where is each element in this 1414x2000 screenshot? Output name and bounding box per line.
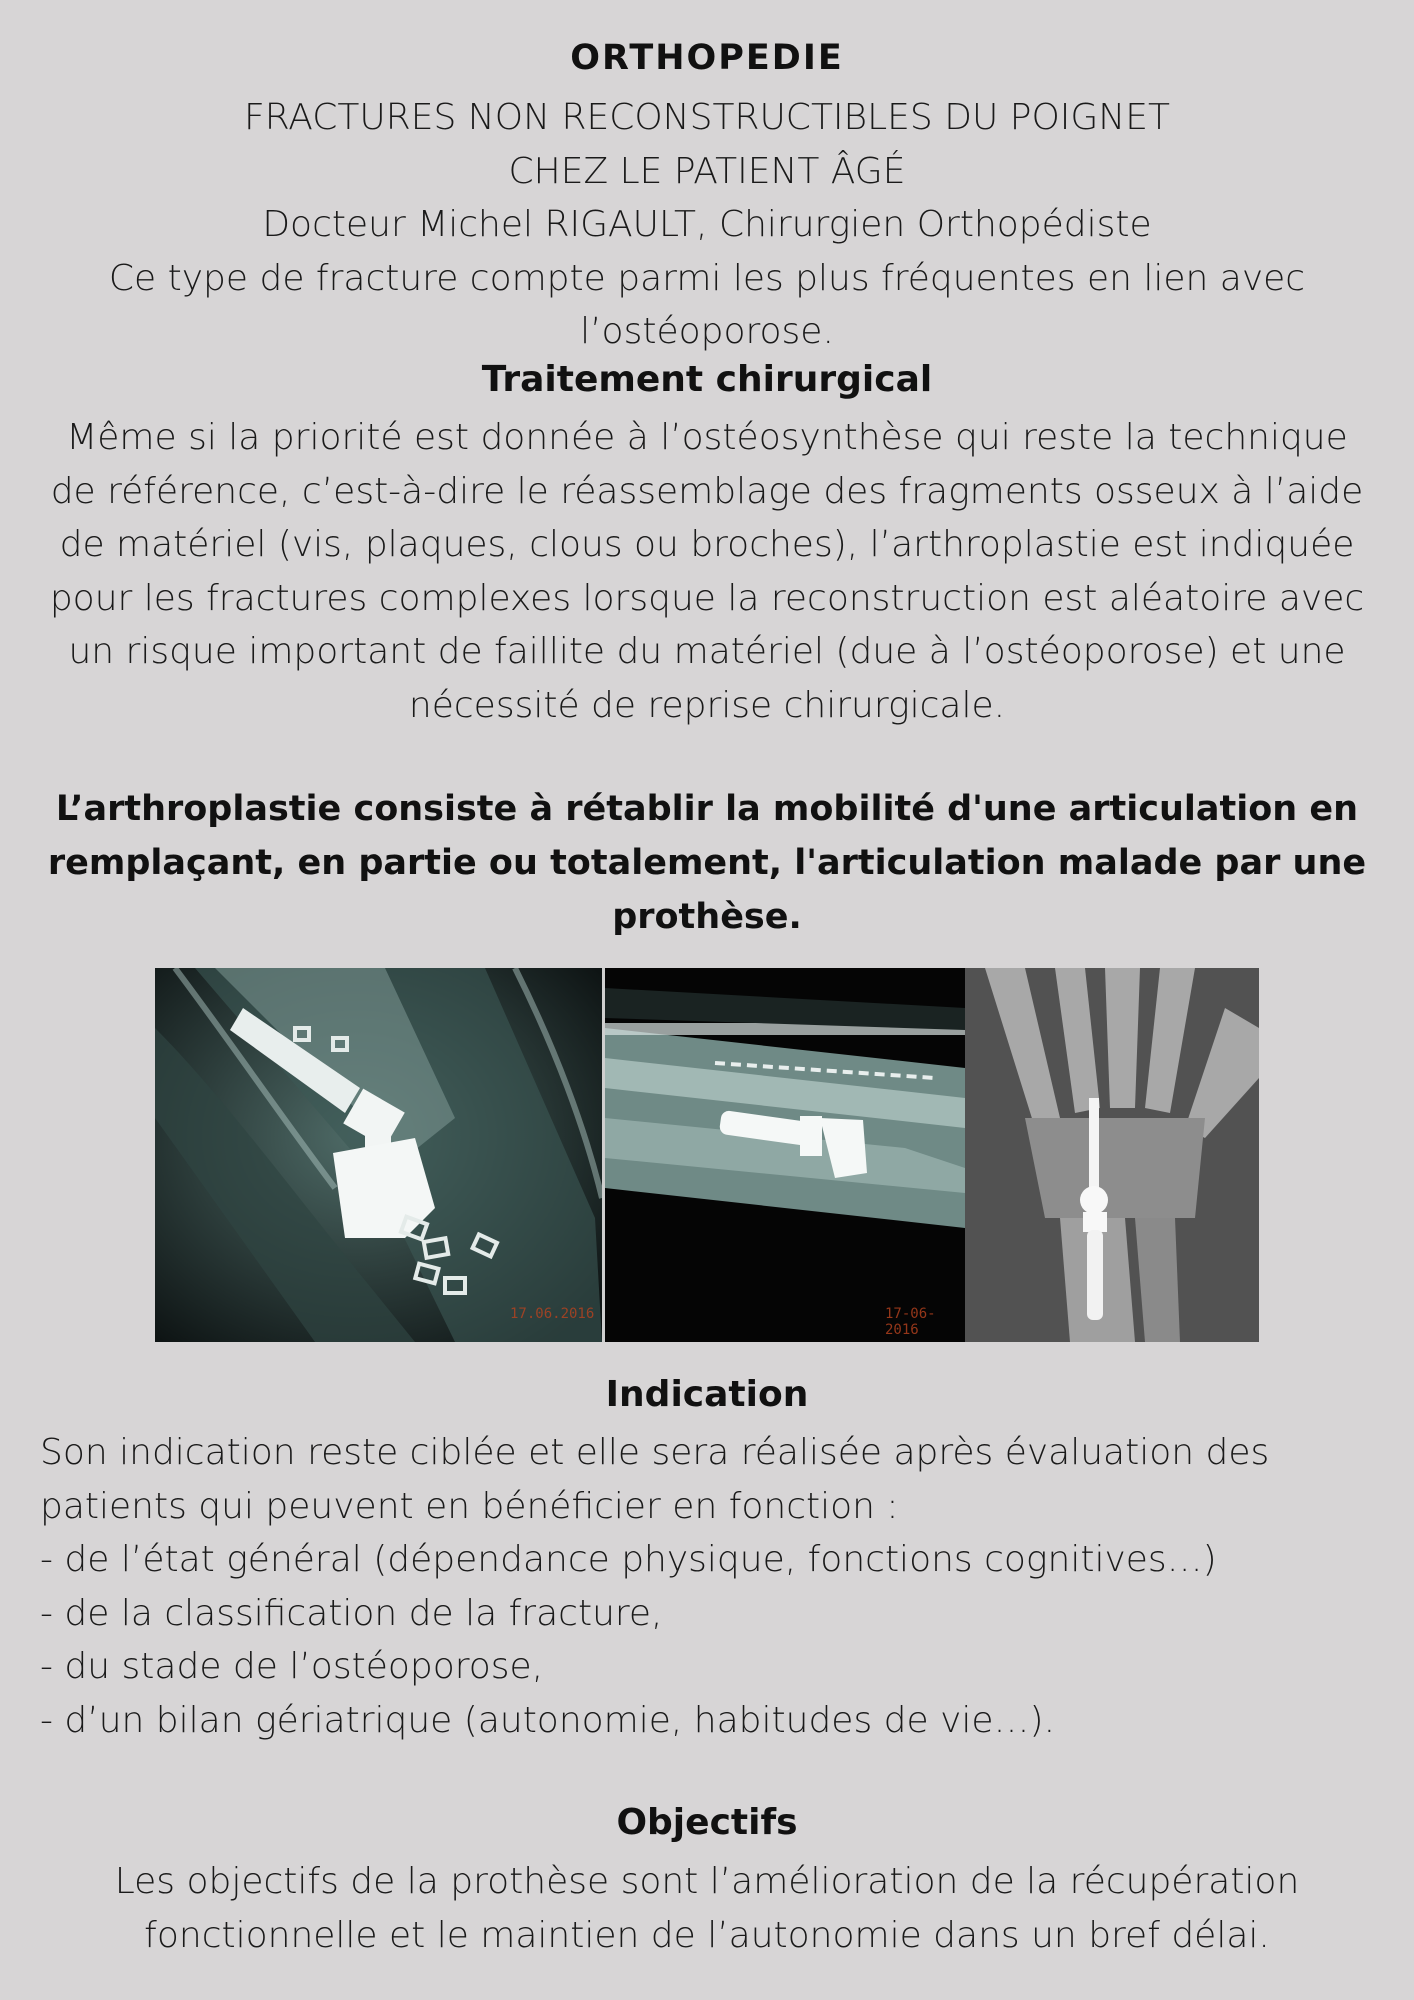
xray-images xyxy=(155,968,1259,1342)
xray-image-oblique xyxy=(155,968,605,1342)
xray2-date-stamp: 17-06-2016 xyxy=(885,1306,936,1338)
indication-intro: Son indication reste ciblée et elle sera réalisée après évaluation des patients qui peuvent en bénéficier en fonction : xyxy=(40,1432,1270,1527)
author-line: Docteur Michel RIGAULT, Chirurgien Orthopédiste xyxy=(262,204,1152,245)
xray-image-frontal xyxy=(965,968,1259,1342)
indication-body xyxy=(40,1426,1380,1747)
main-title-line1: FRACTURES NON RECONSTRUCTIBLES DU POIGNET xyxy=(244,97,1170,138)
objectives-heading: Objectifs xyxy=(616,1802,798,1843)
treatment-heading: Traitement chirurgical xyxy=(481,359,933,400)
xray-image-lateral xyxy=(605,968,965,1342)
xray1-date-stamp: 17.06.2016 xyxy=(510,1306,595,1322)
treatment-body: Même si la priorité est donnée à l’ostéosynthèse qui reste la technique de référence, c’est-à-dire le réassemblage des fragments osseux à l’aide de matériel (vis, plaques, clous ou broches), l’arthroplastie est indiquée pour les fractures complexes lorsque la reconstruction est aléatoire avec un risque important de faillite du matériel (due à l’ostéoporose) et une nécessité de reprise chirurgicale. xyxy=(49,417,1365,726)
category-title: ORTHOPEDIE xyxy=(570,38,844,78)
intro-text: Ce type de fracture compte parmi les plus fréquentes en lien avec l’ostéoporose. xyxy=(108,257,1306,352)
main-title-line2: CHEZ LE PATIENT ÂGÉ xyxy=(508,150,906,192)
indication-heading: Indication xyxy=(605,1374,809,1415)
intro-block xyxy=(40,91,1374,359)
list-item: - d’un bilan gériatrique (autonomie, habitudes de vie…). xyxy=(40,1699,1056,1741)
list-item: - de la classification de la fracture, xyxy=(40,1592,663,1634)
objectives-body: Les objectifs de la prothèse sont l’amélioration de la récupération fonctionnelle et le maintien de l’autonomie dans un bref délai. xyxy=(114,1861,1300,1956)
indication-list xyxy=(40,1533,1380,1747)
arthroplasty-highlight: L’arthroplastie consiste à rétablir la mobilité d'une articulation en remplaçant, en partie ou totalement, l'articulation malade par une prothèse. xyxy=(47,789,1367,937)
list-item: - de l’état général (dépendance physique, fonctions cognitives…) xyxy=(40,1539,1217,1580)
list-item: - du stade de l’ostéoporose, xyxy=(40,1646,544,1687)
